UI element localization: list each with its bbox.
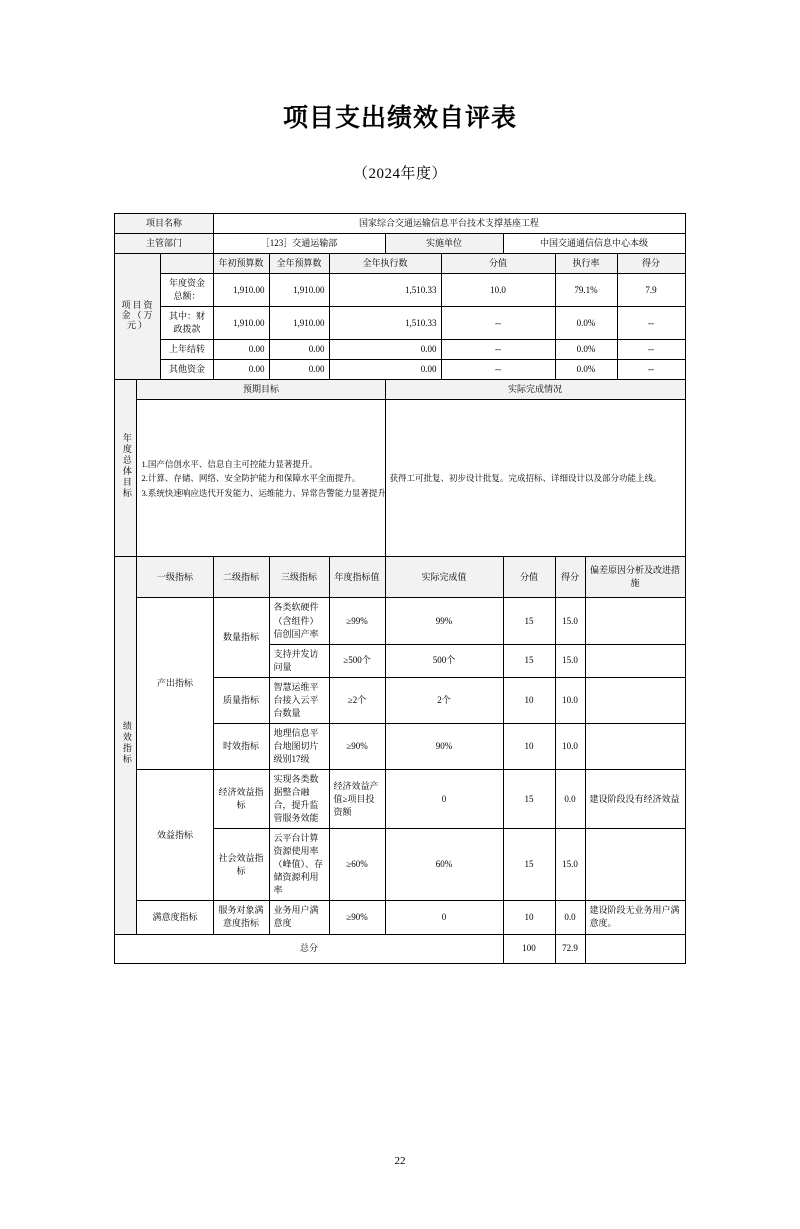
funds-row-name: 年度资金总额： (161, 274, 213, 307)
project-name-label: 项目名称 (115, 214, 213, 234)
table-row-annualgoal-header (115, 380, 685, 400)
indicator-actual: 99% (385, 598, 503, 644)
table-row-annualgoal-body (115, 400, 685, 557)
indicators-col-level2: 二级指标 (213, 557, 269, 598)
indicators-col-level1: 一级指标 (137, 557, 213, 598)
indicator-score: 15.0 (555, 598, 585, 644)
indicators-col-target: 年度指标值 (329, 557, 385, 598)
unit-value: 中国交通通信信息中心本级 (503, 234, 685, 254)
funds-row-scoremax: -- (441, 360, 555, 380)
table-row-funds-fiscal (115, 307, 685, 340)
funds-row-annual: 0.00 (269, 360, 329, 380)
funds-col-begin: 年初预算数 (213, 254, 269, 274)
indicator-level1: 效益指标 (137, 769, 213, 900)
funds-row-name: 上年结转 (161, 340, 213, 360)
indicator-note (585, 723, 685, 769)
indicator-max: 15 (503, 598, 555, 644)
funds-row-scoremax: 10.0 (441, 274, 555, 307)
table-row-indicator (115, 901, 685, 934)
funds-col-scoremax: 分值 (441, 254, 555, 274)
document-page (0, 98, 800, 1229)
funds-col-annual: 全年预算数 (269, 254, 329, 274)
funds-row-annual: 0.00 (269, 340, 329, 360)
funds-row-score: -- (617, 340, 685, 360)
indicator-level3: 实现各类数据整合融合，提升监管服务效能 (269, 769, 329, 828)
actual-result-header: 实际完成情况 (385, 380, 685, 400)
funds-row-begin: 1,910.00 (213, 274, 269, 307)
funds-row-exec: 1,510.33 (329, 274, 441, 307)
indicator-level3: 业务用户满意度 (269, 901, 329, 934)
funds-row-scoremax: -- (441, 307, 555, 340)
expected-goal-line: 3.系统快速响应迭代开发能力、运维能力、异常告警能力显著提升 (141, 487, 386, 498)
actual-result-cell (385, 400, 685, 557)
indicator-target: ≥90% (329, 901, 385, 934)
funds-row-score: -- (617, 307, 685, 340)
indicator-level2: 经济效益指标 (213, 769, 269, 828)
funds-row-begin: 1,910.00 (213, 307, 269, 340)
indicator-max: 15 (503, 644, 555, 677)
expected-goal-list (141, 457, 386, 500)
table-row-indicator (115, 769, 685, 828)
funds-row-name: 其他资金 (161, 360, 213, 380)
indicator-score: 10.0 (555, 723, 585, 769)
funds-col-rate: 执行率 (555, 254, 617, 274)
funds-row-rate: 0.0% (555, 360, 617, 380)
indicator-target: ≥500个 (329, 644, 385, 677)
indicator-level3: 支持并发访问量 (269, 644, 329, 677)
indicator-level3: 云平台计算资源使用率（峰值）、存储资源利用率 (269, 829, 329, 901)
total-max: 100 (503, 934, 555, 963)
indicator-level2: 社会效益指标 (213, 829, 269, 901)
indicator-note: 建设阶段无业务用户满意度。 (585, 901, 685, 934)
indicator-level2: 时效指标 (213, 723, 269, 769)
indicator-actual: 0 (385, 901, 503, 934)
funds-row-scoremax: -- (441, 340, 555, 360)
actual-result-text: 获得工可批复、初步设计批复。完成招标、详细设计以及部分功能上线。 (389, 473, 662, 484)
page-subtitle: （2024年度） (352, 166, 447, 182)
indicator-max: 10 (503, 901, 555, 934)
dept-label: 主管部门 (115, 234, 213, 254)
funds-row-rate: 0.0% (555, 307, 617, 340)
dept-value: ［123］交通运输部 (213, 234, 385, 254)
indicator-target: ≥99% (329, 598, 385, 644)
indicators-side-label (115, 557, 137, 934)
funds-row-annual: 1,910.00 (269, 274, 329, 307)
performance-self-evaluation-table (114, 213, 685, 964)
table-row-total (115, 934, 685, 963)
page-number: 22 (394, 1155, 406, 1167)
funds-row-exec: 0.00 (329, 340, 441, 360)
page-title: 项目支出绩效自评表 (282, 105, 517, 132)
indicator-score: 15.0 (555, 644, 585, 677)
indicator-target: 经济效益产值≥项目投资额 (329, 769, 385, 828)
funds-row-label-text: 项目资金（万元） (121, 300, 155, 331)
funds-row-name: 其中：财政拨款 (161, 307, 213, 340)
indicator-actual: 90% (385, 723, 503, 769)
indicator-actual: 60% (385, 829, 503, 901)
funds-row-rate: 79.1% (555, 274, 617, 307)
table-row-indicators-header (115, 557, 685, 598)
annual-goal-side-label-text: 年度总体目标 (121, 433, 132, 500)
funds-row-rate: 0.0% (555, 340, 617, 360)
funds-row-annual: 1,910.00 (269, 307, 329, 340)
indicators-side-label-text: 绩效指标 (121, 721, 132, 766)
annual-goal-side-label (115, 380, 137, 557)
total-score: 72.9 (555, 934, 585, 963)
indicator-target: ≥90% (329, 723, 385, 769)
table-row-indicator (115, 598, 685, 644)
table-row-funds-carryover (115, 340, 685, 360)
indicator-level2: 质量指标 (213, 677, 269, 723)
table-row-funds-other (115, 360, 685, 380)
indicator-actual: 2个 (385, 677, 503, 723)
expected-goal-cell (137, 400, 385, 557)
indicator-score: 0.0 (555, 769, 585, 828)
funds-col-exec: 全年执行数 (329, 254, 441, 274)
funds-row-score: 7.9 (617, 274, 685, 307)
expected-goal-line: 1.国产信创水平、信息自主可控能力显著提升。 (141, 458, 318, 469)
indicator-max: 10 (503, 723, 555, 769)
indicator-score: 10.0 (555, 677, 585, 723)
funds-row-begin: 0.00 (213, 360, 269, 380)
indicator-target: ≥60% (329, 829, 385, 901)
indicator-max: 15 (503, 829, 555, 901)
funds-row-exec: 0.00 (329, 360, 441, 380)
indicator-note: 建设阶段没有经济效益 (585, 769, 685, 828)
indicator-actual: 0 (385, 769, 503, 828)
funds-row-label (115, 254, 161, 380)
expected-goal-header: 预期目标 (137, 380, 385, 400)
indicator-level1: 满意度指标 (137, 901, 213, 934)
indicator-level3: 智慧运维平台接入云平台数量 (269, 677, 329, 723)
total-label: 总分 (115, 934, 503, 963)
table-row-dept-unit (115, 234, 685, 254)
total-note (585, 934, 685, 963)
indicator-note (585, 677, 685, 723)
table-row-funds-header (115, 254, 685, 274)
indicator-actual: 500个 (385, 644, 503, 677)
indicators-col-level3: 三级指标 (269, 557, 329, 598)
indicator-note (585, 829, 685, 901)
indicator-level3: 地理信息平台地图切片级别17级 (269, 723, 329, 769)
funds-row-exec: 1,510.33 (329, 307, 441, 340)
indicator-note (585, 644, 685, 677)
indicator-score: 15.0 (555, 829, 585, 901)
table-row-project-name (115, 214, 685, 234)
indicator-note (585, 598, 685, 644)
indicators-col-max: 分值 (503, 557, 555, 598)
indicator-level2: 数量指标 (213, 598, 269, 677)
funds-col-score: 得分 (617, 254, 685, 274)
indicator-max: 10 (503, 677, 555, 723)
indicator-max: 15 (503, 769, 555, 828)
indicator-target: ≥2个 (329, 677, 385, 723)
indicators-col-note: 偏差原因分析及改进措施 (585, 557, 685, 598)
funds-row-begin: 0.00 (213, 340, 269, 360)
funds-blank-cell (161, 254, 213, 274)
indicators-col-score: 得分 (555, 557, 585, 598)
indicators-col-actual: 实际完成值 (385, 557, 503, 598)
expected-goal-line: 2.计算、存储、网络、安全防护能力和保障水平全面提升。 (141, 473, 361, 484)
indicator-level1: 产出指标 (137, 598, 213, 770)
indicator-level3: 各类软硬件（含组件）信创国产率 (269, 598, 329, 644)
table-row-funds-total (115, 274, 685, 307)
indicator-level2: 服务对象满意度指标 (213, 901, 269, 934)
funds-row-score: -- (617, 360, 685, 380)
project-name-value: 国家综合交通运输信息平台技术支撑基座工程 (213, 214, 685, 234)
unit-label: 实施单位 (385, 234, 503, 254)
indicator-score: 0.0 (555, 901, 585, 934)
